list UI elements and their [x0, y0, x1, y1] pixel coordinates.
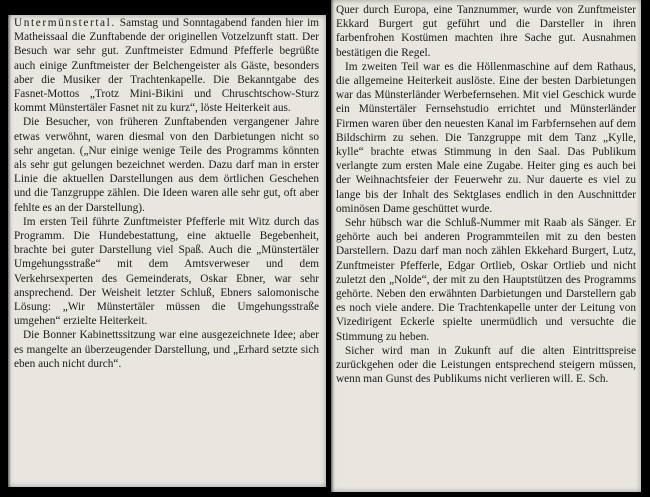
- article-paragraph: Die Besucher, von früheren Zunftabenden vergangener Jahre etwas verwöhnt, waren diesmal von den Darbietungen nicht so sehr angetan. („Nur einige wenige Teile des Programms könnten als sehr gut gelungen bezeichnet werden. Dazu darf man in erster Linie die aktuellen Darstellungen aus dem örtlichen Geschehen und die Tanzgruppe zählen. Die Ideen waren alle sehr gut, oft aber fehlte es an der Darstellung).: [14, 116, 319, 214]
- article-paragraph: Die Bonner Kabinettssitzung war eine ausgezeichnete Idee; aber es mangelte an überzeugender Darstellung, und „Erhard setzte sich eben auch nicht durch“.: [14, 329, 319, 370]
- dateline: Untermünstertal.: [14, 17, 116, 29]
- article-paragraph: [336, 344, 636, 387]
- newspaper-clipping-right: [331, 0, 641, 492]
- article-paragraph: Sehr hübsch war die Schluß-Nummer mit Raab als Sänger. Er gehörte auch bei anderen Programmteilen mit zu den besten Darstellern. Dazu darf man noch zählen Ekkehard Burgert, Lutz, Zunftmeister Pfefferle, Edgar Ortlieb, Oskar Ortlieb und nicht zuletzt den „Nolde“, der mit zu den Hauptstützen des Programms gehörte. Neben den erwähnten Darbietungen und Darstellern gab es noch viele andere. Die Trachtenkapelle unter der Leitung von Vizedirigent Eckerle spielte unermüdlich und versuchte die Stimmung zu heben.: [336, 217, 636, 343]
- newspaper-clipping-left: [8, 15, 326, 487]
- article-column-right: [336, 3, 636, 386]
- article-paragraph: Im zweiten Teil war es die Höllenmaschine auf dem Rathaus, die allgemeine Heiterkeit auslöste. Eine der besten Darbietungen war das Münsterländer Werbefernsehen. Mit viel Geschick wurde ein Münstertäler Fernsehstudio errichtet und Münsterländer Firmen waren über den neuesten Kanal im Farbfernsehen auf dem Bildschirm zu sehen. Die Tanzgruppe mit dem Tanz „Kylle, kylle“ brachte etwas Stimmung in den Saal. Das Publikum verlangte zum ersten Male eine Zugabe. Heiter ging es auch bei der Weihnachtsfeier der Feuerwehr zu. Nur dauerte es viel zu lange bis der Inhalt des Sektglases endlich in den Auschnittder ominösen Dame geschüttet wurde.: [336, 60, 636, 215]
- author-signature: E. Sch.: [576, 373, 609, 386]
- clipping-edge-shadow: [331, 0, 334, 492]
- paragraph-text: Samstag und Sonntagabend fanden hier im Matheissaal die Zunftabende der originellen Votzelzunft statt. Der Besuch war sehr gut. Zunftmeister Edmund Pfefferle begrüßte auch einige Zunftmeister der Belchengeister als Gäste, besonders aber die Musiker der Trachtenkapelle. Die Bekanntgabe des Fasnet-Mottos „Trotz Mini-Bikini und Chruschtschow-Sturz kommt Münstertäler Fasnet nit zu kurz“, löste Heiterkeit aus.: [14, 17, 319, 115]
- article-column-left: [14, 16, 319, 371]
- clipping-edge-shadow: [8, 15, 11, 487]
- article-paragraph: Im ersten Teil führte Zunftmeister Pfefferle mit Witz durch das Programm. Die Hundebestattung, eine aktuelle Begebenheit, brachte bei guter Darstellung viel Spaß. Auch die „Münstertäler Umgehungsstraße“ mit dem Amtsverweser und dem Verkehrsexperten des Gemeinderats, Oskar Ebner, war sehr ansprechend. Der Weisheit letzter Schluß, Ebners salomonische Lösung: „Wir Münstertäler müssen die Umgehungsstraße umgehen“ erzielte Heiterkeit.: [14, 215, 319, 328]
- article-paragraph: Quer durch Europa, eine Tanznummer, wurde von Zunftmeister Ekkard Burgert gut geführt und die Darsteller in ihren farbenfrohen Kostümen machten ihre Sache gut. Ausnahmen bestätigen die Regel.: [336, 4, 636, 59]
- article-paragraph: [14, 16, 319, 115]
- paragraph-text: Sicher wird man in Zukunft auf die alten Eintrittspreise zurückgehen oder die Leistungen entsprechend steigern müssen, wenn man Gunst des Publikums nicht verlieren will.: [336, 344, 636, 386]
